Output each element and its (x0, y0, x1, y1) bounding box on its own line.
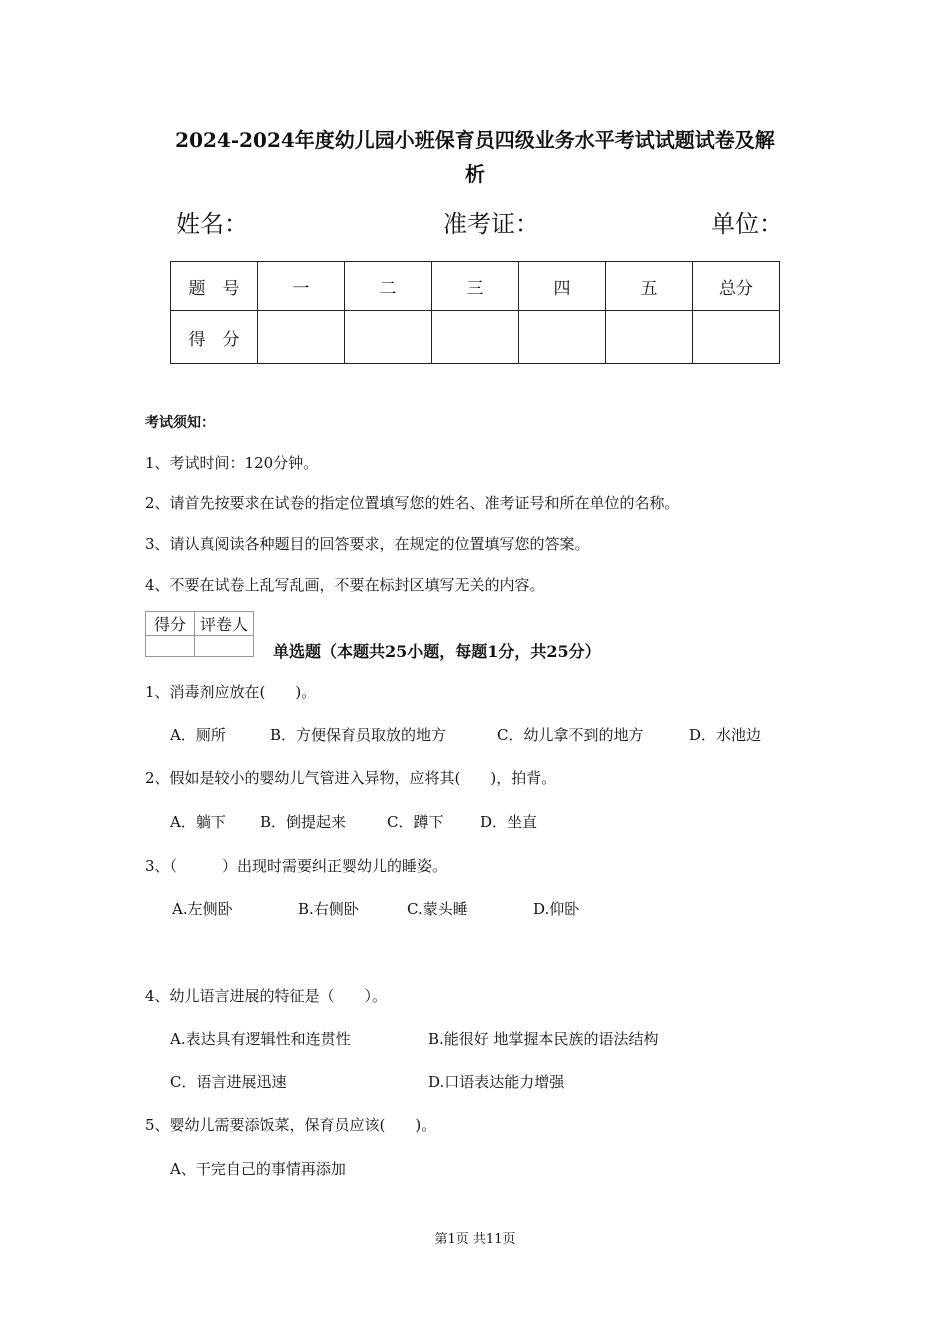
score-header-cell: 一 (258, 262, 345, 311)
question-option: A.左侧卧 (172, 900, 233, 918)
question-stem: 4、幼儿语言进展的特征是（ ）。 (145, 987, 388, 1005)
grader-name-label: 评卷人 (195, 612, 254, 636)
grader-box-header-row (146, 612, 254, 636)
score-header-cell: 三 (432, 262, 519, 311)
score-cell[interactable] (606, 311, 693, 364)
exam-id-field-label: 准考证： (443, 210, 539, 238)
score-header-cell: 四 (519, 262, 606, 311)
question-option: B．方便保育员取放的地方 (270, 726, 447, 744)
score-cell[interactable] (345, 311, 432, 364)
name-field-label: 姓名： (176, 210, 248, 238)
score-header-cell: 题 号 (171, 262, 258, 311)
unit-field-label: 单位： (711, 210, 783, 238)
question-option: D.仰卧 (533, 900, 580, 918)
score-header-cell: 二 (345, 262, 432, 311)
score-header-cell: 总分 (693, 262, 780, 311)
grader-name-cell[interactable] (195, 636, 254, 657)
grader-box-entry-row (146, 636, 254, 657)
section-heading: 单选题（本题共25小题，每题1分，共25分） (273, 642, 601, 661)
score-cell[interactable] (432, 311, 519, 364)
score-table (170, 261, 780, 364)
question-option: C.蒙头睡 (407, 900, 468, 918)
question-option: B．倒提起来 (260, 813, 347, 831)
question-option: D．水池边 (689, 726, 762, 744)
exam-title-line2: 析 (465, 162, 485, 186)
score-row-label: 得 分 (171, 311, 258, 364)
question-option: D.口语表达能力增强 (428, 1073, 565, 1091)
score-header-cell: 五 (606, 262, 693, 311)
question-option: C．蹲下 (387, 813, 444, 831)
question-option: B.能很好 地掌握本民族的语法结构 (428, 1030, 659, 1048)
score-cell[interactable] (693, 311, 780, 364)
question-option: B.右侧卧 (298, 900, 359, 918)
exam-title-line1: 2024-2024年度幼儿园小班保育员四级业务水平考试试题试卷及解 (175, 128, 775, 152)
question-option: C．语言进展迅速 (170, 1073, 287, 1091)
score-table-score-row (171, 311, 780, 364)
notice-item: 1、考试时间：120分钟。 (145, 454, 319, 472)
notice-item: 3、请认真阅读各种题目的回答要求，在规定的位置填写您的答案。 (145, 535, 590, 553)
question-option: D．坐直 (480, 813, 538, 831)
question-option: A．厕所 (170, 726, 226, 744)
question-option: A、干完自己的事情再添加 (170, 1160, 346, 1178)
notice-item: 4、不要在试卷上乱写乱画，不要在标封区填写无关的内容。 (145, 576, 545, 594)
score-cell[interactable] (258, 311, 345, 364)
notice-heading: 考试须知： (145, 415, 215, 431)
question-option: A.表达具有逻辑性和连贯性 (170, 1030, 351, 1048)
score-cell[interactable] (519, 311, 606, 364)
question-stem: 3、（ ）出现时需要纠正婴幼儿的睡姿。 (145, 857, 448, 875)
question-option: A．躺下 (170, 813, 226, 831)
grader-score-cell[interactable] (146, 636, 195, 657)
question-stem: 2、假如是较小的婴幼儿气管进入异物，应将其( )，拍背。 (145, 769, 557, 787)
question-stem: 5、婴幼儿需要添饭菜，保育员应该( )。 (145, 1116, 437, 1134)
question-option: C．幼儿拿不到的地方 (497, 726, 644, 744)
grader-box (145, 611, 254, 657)
grader-score-label: 得分 (146, 612, 195, 636)
score-table-header-row (171, 262, 780, 311)
question-stem: 1、消毒剂应放在( )。 (145, 683, 317, 701)
page-footer: 第1页 共11页 (434, 1232, 516, 1247)
notice-item: 2、请首先按要求在试卷的指定位置填写您的姓名、准考证号和所在单位的名称。 (145, 494, 680, 512)
